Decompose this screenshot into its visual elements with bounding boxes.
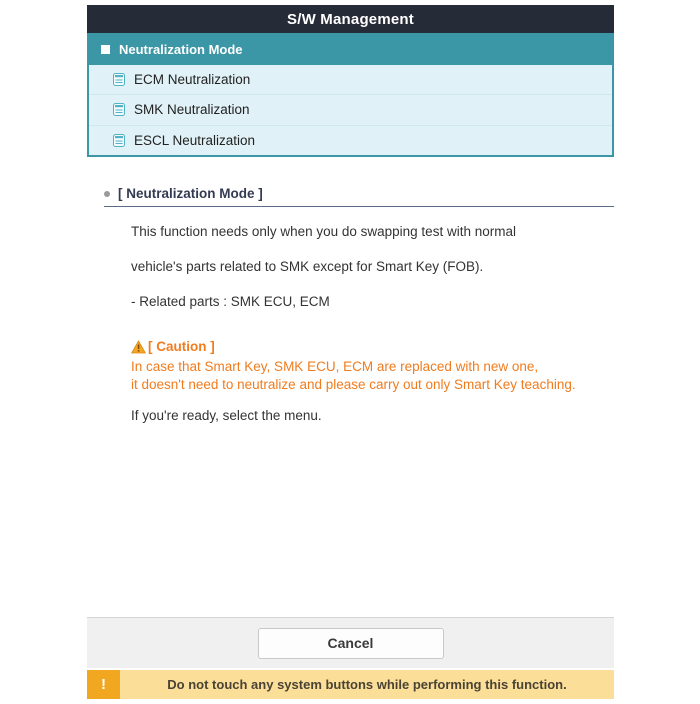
ready-text: If you're ready, select the menu.: [131, 408, 322, 423]
menu-list: [87, 65, 614, 157]
warning-triangle-icon: [131, 340, 146, 354]
paragraph: vehicle's parts related to SMK except for Smart Key (FOB).: [131, 259, 484, 274]
menu-item-label: SMK Neutralization: [134, 102, 250, 118]
caution-text: [131, 358, 576, 393]
menu-item-ecm-neutralization[interactable]: [89, 65, 612, 94]
menu-item-escl-neutralization[interactable]: [89, 125, 612, 155]
note-icon: [113, 134, 125, 147]
menu-item-label: ESCL Neutralization: [134, 132, 256, 148]
square-bullet-icon: [101, 45, 110, 54]
footer-bar: [87, 617, 614, 668]
app-title-bar: [87, 5, 614, 33]
caution-header: [131, 339, 215, 354]
warning-bar: [87, 670, 614, 699]
page-title: S/W Management: [287, 10, 414, 28]
note-icon: [113, 103, 125, 116]
caution-line: it doesn't need to neutralize and please carry out only Smart Key teaching.: [131, 376, 576, 392]
warning-message: Do not touch any system buttons while performing this function.: [167, 677, 567, 692]
mode-header-label: Neutralization Mode: [119, 41, 243, 57]
paragraph: - Related parts : SMK ECU, ECM: [131, 294, 330, 309]
cancel-button[interactable]: Cancel: [258, 628, 444, 659]
menu-item-smk-neutralization[interactable]: [89, 94, 612, 124]
note-icon: [113, 73, 125, 86]
section-title: [ Neutralization Mode ]: [118, 186, 263, 201]
exclamation-icon: !: [87, 670, 120, 699]
mode-header: [87, 33, 614, 65]
caution-line: In case that Smart Key, SMK ECU, ECM are replaced with new one,: [131, 359, 539, 374]
menu-item-label: ECM Neutralization: [134, 72, 251, 88]
section-header: [104, 186, 614, 207]
caution-title: [ Caution ]: [148, 339, 215, 354]
bullet-icon: [104, 191, 110, 197]
paragraph: This function needs only when you do swapping test with normal: [131, 224, 516, 239]
